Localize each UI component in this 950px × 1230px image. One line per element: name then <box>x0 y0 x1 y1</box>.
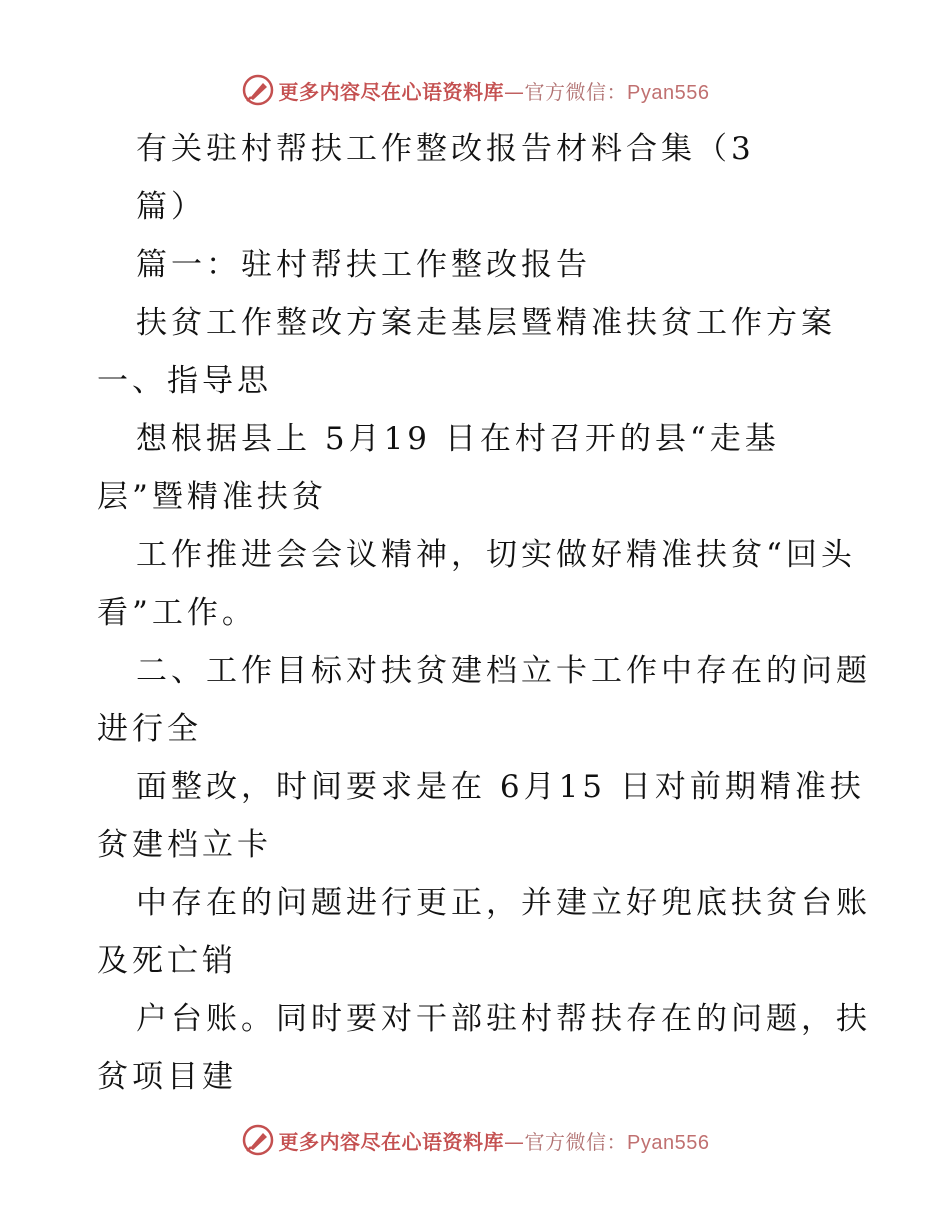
watermark-wechat-label: 官方微信： <box>524 79 628 104</box>
paragraph-line: 扶贫工作整改方案走基层暨精准扶贫工作方案 <box>136 305 836 341</box>
paragraph-line: 及死亡销 <box>97 943 237 979</box>
paragraph-line: 中存在的问题进行更正，并建立好兜底扶贫台账 <box>136 885 871 921</box>
document-title-line-2: 篇） <box>136 189 206 225</box>
paragraph-line: 想根据县上 5月19 日在村召开的县“走基 <box>136 421 780 457</box>
watermark-wechat-label: 官方微信： <box>524 1129 628 1154</box>
pen-nib-logo-icon <box>241 73 275 107</box>
paragraph-line: 面整改，时间要求是在 6月15 日对前期精准扶 <box>136 769 865 805</box>
paragraph-line: 工作推进会会议精神，切实做好精准扶贫“回头 <box>136 537 856 573</box>
watermark-wechat-id: Pyan556 <box>627 1131 710 1154</box>
paragraph-line: 层”暨精准扶贫 <box>97 479 327 515</box>
paragraph-line: 看”工作。 <box>97 595 257 631</box>
watermark-text <box>279 1126 710 1155</box>
watermark-wechat-id: Pyan556 <box>627 81 710 104</box>
paragraph-line: 贫建档立卡 <box>97 827 272 863</box>
header-watermark <box>0 70 950 110</box>
watermark-text <box>279 76 710 105</box>
section-heading: 篇一：驻村帮扶工作整改报告 <box>136 247 591 283</box>
paragraph-line: 户台账。同时要对干部驻村帮扶存在的问题，扶 <box>136 1001 871 1037</box>
paragraph-line: 一、指导思 <box>97 363 272 399</box>
watermark-dash: — <box>504 1129 525 1154</box>
paragraph-line: 二、工作目标对扶贫建档立卡工作中存在的问题 <box>136 653 871 689</box>
paragraph-line: 进行全 <box>97 711 202 747</box>
watermark-brand: 更多内容尽在心语资料库 <box>278 1129 505 1154</box>
watermark-dash: — <box>504 79 525 104</box>
footer-watermark <box>0 1120 950 1160</box>
document-title-line-1: 有关驻村帮扶工作整改报告材料合集（3 <box>136 131 755 167</box>
pen-nib-logo-icon <box>241 1123 275 1157</box>
watermark-brand: 更多内容尽在心语资料库 <box>278 79 505 104</box>
paragraph-line: 贫项目建 <box>97 1059 237 1095</box>
